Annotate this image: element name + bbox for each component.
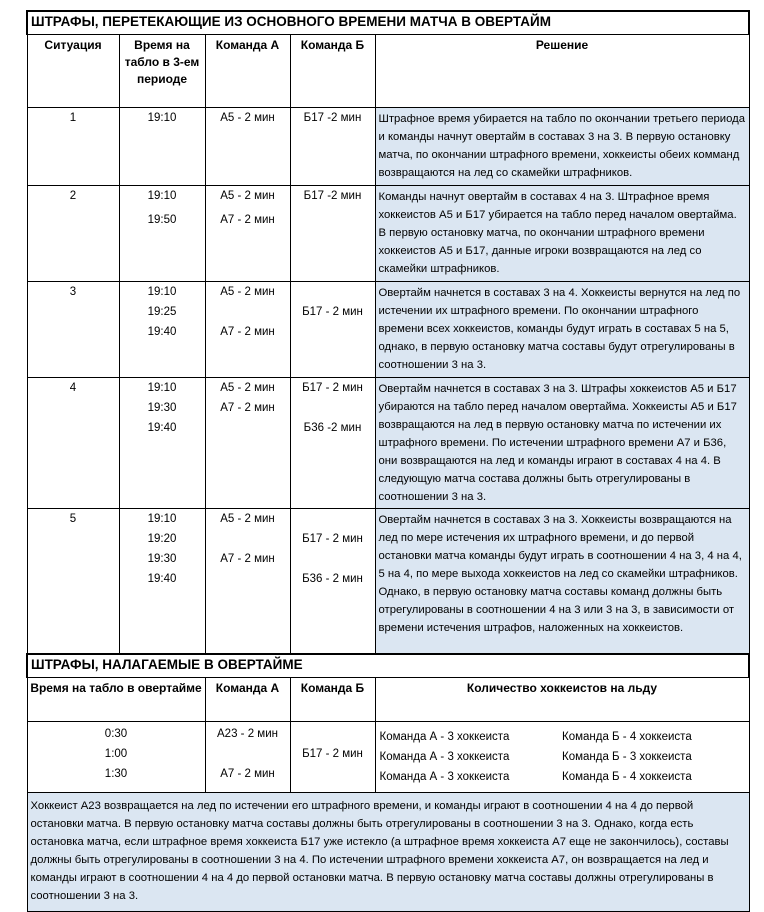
time-value: 19:40 (147, 573, 177, 585)
team-b-penalty: Б17 - 2 мин (302, 382, 363, 394)
overtime-explanation: Хоккеист А23 возвращается на лед по истечении его штрафного времени, и команды играют в соотношении 4 на 4 до первой остановки матча. В первую остановку матча составы должны быть отрегулированы в соотношении 3 на 3. Однако, когда есть остановка матча, если штрафное время хоккеиста Б17 уже истекло (а штрафное время хоккеиста А7 еще не закончилось), составы должны быть отрегулированы в соотношении 3 на 4. По истечении штрафного времени хоккеиста А7, он возвращается на лед и команды играют в соотношении 4 на 4 до первой остановки матча. В первую остановку матча составы должны отрегулированы в соотношении 3 на 3. (27, 793, 749, 912)
table-row (27, 509, 749, 654)
time-value: 19:50 (147, 214, 177, 226)
team-a-count: Команда А - 3 хоккеиста (379, 771, 510, 783)
header-time-3rd-period: Время на табло в 3-ем периоде (119, 35, 205, 108)
team-a-count: Команда А - 3 хоккеиста (379, 731, 510, 743)
header-team-b: Команда Б (290, 678, 375, 722)
penalties-overtime-table (26, 653, 750, 912)
table-row (27, 282, 749, 378)
table-row (27, 108, 749, 186)
team-b-count: Команда Б - 3 хоккеиста (562, 751, 692, 763)
team-b-penalty: Б17 - 2 мин (302, 306, 363, 318)
time-value: 19:10 (147, 190, 177, 202)
time-value: 19:20 (147, 533, 177, 545)
header-decision: Решение (375, 35, 749, 108)
decision-text: Команды начнут овертайм в составах 4 на 3. Штрафное время хоккеистов А5 и Б17 убирается на табло перед началом овертайма. В первую остановку матча, по окончании штрафного времени хоккеистов А5 и Б17, данные игроки возвращаются на лед со скамейки штрафников. (375, 186, 749, 282)
header-situation: Ситуация (27, 35, 119, 108)
team-a-penalty: А7 - 2 мин (220, 553, 275, 565)
time-value: 1:30 (104, 768, 128, 780)
situation-number: 2 (69, 190, 77, 202)
team-a-penalty: А7 - 2 мин (220, 768, 275, 780)
time-value: 19:30 (147, 402, 177, 414)
team-a-penalty: А7 - 2 мин (220, 214, 275, 226)
team-a-penalty: А5 - 2 мин (220, 190, 275, 202)
header-team-b: Команда Б (290, 35, 375, 108)
team-a-penalty: А5 - 2 мин (220, 382, 275, 394)
team-a-penalty: А7 - 2 мин (220, 402, 275, 414)
header-team-a: Команда А (205, 35, 290, 108)
team-a-penalty: А5 - 2 мин (220, 513, 275, 525)
decision-text: Овертайм начнется в составах 3 на 3. Штрафы хоккеистов А5 и Б17 убираются на табло перед началом овертайма. Хоккеисты А5 и Б17 возвращаются на лед в первую остановку матча по истечении их штрафного времени. По истечении штрафного времени А7 и Б36, они возвращаются на лед и команды играют в составах 4 на 4. В следующую матча состава должны быть отрегулированы в соотношении 3 на 3. (375, 378, 749, 509)
situation-number: 5 (69, 513, 77, 525)
situation-number: 1 (69, 112, 77, 124)
team-b-penalty: Б36 -2 мин (303, 422, 362, 434)
team-b-penalty: Б36 - 2 мин (302, 573, 363, 585)
team-b-penalty: Б17 - 2 мин (302, 748, 363, 760)
time-value: 19:40 (147, 422, 177, 434)
time-value: 1:00 (104, 748, 128, 760)
table-row (27, 722, 749, 793)
section1-title: ШТРАФЫ, ПЕРЕТЕКАЮЩИЕ ИЗ ОСНОВНОГО ВРЕМЕНИ МАТЧА В ОВЕРТАЙМ (27, 11, 749, 35)
decision-text: Штрафное время убирается на табло по окончании третьего периода и команды начнут овертайм в составах 3 на 3. В первую остановку матча, по окончании штрафного времени, хоккеисты обеих комманд возвращаются на лед со скамейки штрафников. (375, 108, 749, 186)
time-value: 0:30 (104, 728, 128, 740)
team-a-penalty: А5 - 2 мин (220, 286, 275, 298)
header-time-overtime: Время на табло в овертайме (27, 678, 205, 722)
time-value: 19:10 (147, 112, 177, 124)
team-b-penalty: Б17 -2 мин (303, 190, 362, 202)
team-b-count: Команда Б - 4 хоккеиста (562, 771, 692, 783)
header-players-on-ice: Количество хоккеистов на льду (375, 678, 749, 722)
table-row (27, 186, 749, 282)
team-a-penalty: А23 - 2 мин (217, 728, 278, 740)
team-b-penalty: Б17 - 2 мин (302, 533, 363, 545)
time-value: 19:10 (147, 382, 177, 394)
penalties-carryover-table (26, 10, 750, 654)
situation-number: 4 (69, 382, 77, 394)
time-value: 19:25 (147, 306, 177, 318)
decision-text: Овертайм начнется в составах 3 на 3. Хоккеисты возвращаются на лед по мере истечения их штрафного времени, и до первой остановки матча команды будут играть в соотношении 4 на 3, 4 на 4, 5 на 4, по мере выхода хоккеистов на лед со скамейки штрафников. Однако, в первую остановку матча составы команд должны быть отрегулированы в соотношении 4 на 3 или 3 на 3, в зависимости от времени истечения штрафов, наложенных на хоккеистов. (375, 509, 749, 654)
time-value: 19:30 (147, 553, 177, 565)
table-row (27, 378, 749, 509)
header-team-a: Команда А (205, 678, 290, 722)
team-a-count: Команда А - 3 хоккеиста (379, 751, 510, 763)
section2-title: ШТРАФЫ, НАЛАГАЕМЫЕ В ОВЕРТАЙМЕ (27, 654, 749, 678)
time-value: 19:10 (147, 513, 177, 525)
players-on-ice-list (376, 722, 749, 792)
team-b-penalty: Б17 -2 мин (303, 112, 362, 124)
team-b-count: Команда Б - 4 хоккеиста (562, 731, 692, 743)
time-value: 19:10 (147, 286, 177, 298)
time-value: 19:40 (147, 326, 177, 338)
decision-text: Овертайм начнется в составах 3 на 4. Хоккеисты вернутся на лед по истечении их штрафного времени. По окончании штрафного времени всех хоккеистов, команды будут играть в составах 5 на 5, однако, в первую остановку матча составы будут отрегулированы в соотношении 3 на 3. (375, 282, 749, 378)
rules-document (26, 10, 748, 912)
situation-number: 3 (69, 286, 77, 298)
team-a-penalty: А5 - 2 мин (220, 112, 275, 124)
team-a-penalty: А7 - 2 мин (220, 326, 275, 338)
